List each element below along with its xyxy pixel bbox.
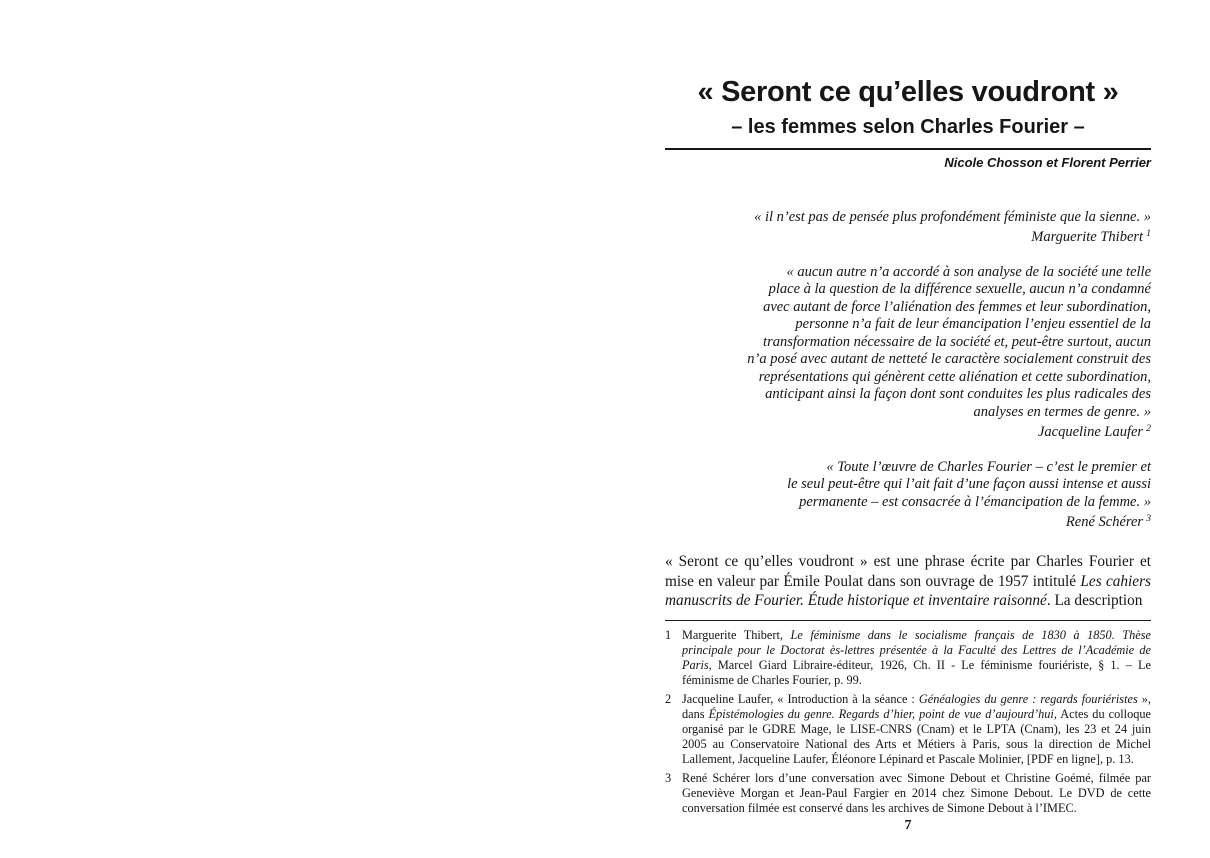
footnote-segment-italic: Le féminisme dans le socialisme français de 1830 à 1850. Thèse principale pour le Doctorat ès-lettres présentée à la Faculté des Lettres de l’Académie de Paris [682,627,1151,673]
epigraph-line: « aucun autre n’a accordé à son analyse de la société une telle [786,263,1151,280]
footnote-segment: , Marcel Giard Libraire-éditeur, 1926, Ch. II - Le féminisme fouriériste, § 1. – Le féminisme de Charles Fourier, p. 99. [682,658,1151,688]
footnote-segment: René Schérer lors d’une conversation avec Simone Debout et Christine Goémé, filmée par Geneviève Morgan et Jean-Paul Fargier en 2014 chez Simone Debout. Le DVD de cette conversation filmée est conservé dans les archives de Simone Debout à l’IMEC. [682,770,1151,815]
epigraph-attribution [665,229,1151,247]
text-column [665,0,1151,816]
epigraph-line: transformation nécessaire de la société et, peut-être surtout, aucun [763,333,1151,350]
footnote-ref-1: 1 [1146,227,1151,239]
attribution-name: René Schérer [1065,514,1144,531]
epigraph-attribution [665,514,1151,532]
authors-line: Nicole Chosson et Florent Perrier [944,155,1151,171]
footnote-text [682,692,1151,768]
epigraph-line: « Toute l’œuvre de Charles Fourier – c’est le premier et [826,458,1151,475]
footnote-segment: Marguerite Thibert, [682,627,791,642]
epigraph-line: « il n’est pas de pensée plus profondément féministe que la sienne. » [754,208,1151,225]
footnote-separator [665,620,1151,621]
footnote-text [682,628,1151,689]
epigraph-line: représentations qui génèrent cette aliénation et cette subordination, [758,368,1151,385]
body-text: « Seront ce qu’elles voudront » est une phrase écrite par Charles Fourier et mise en valeur par Émile Poulat dans son ouvrage de 1957 intitulé [665,552,1151,590]
epigraph-line: personne n’a fait de leur émancipation l’enjeu essentiel de la [795,316,1151,333]
body-paragraph [665,552,1151,611]
epigraph-laufer [665,264,1151,442]
footnote-segment: , Actes du colloque organisé par le GDRE Mage, le LISE-CNRS (Cnam) et le LPTA (Cnam), les 23 et 24 juin 2005 au Conservatoire National des Arts et Métiers à Paris, sous la direction de Michel Lallement, Jacqueline Laufer, Éléonore Lépinard et Pascale Molinier, [PDF en ligne], p. 13. [682,706,1151,767]
attribution-name: Marguerite Thibert [1031,229,1144,246]
epigraph-line: le seul peut-être qui l’ait fait d’une façon aussi intense et aussi [787,476,1151,493]
footnote-ref-2: 2 [1146,422,1151,434]
page-subtitle: – les femmes selon Charles Fourier – [731,116,1085,139]
footnote-number: 2 [665,691,672,706]
footnote-text [682,771,1151,817]
footnote-segment-italic: Généalogies du genre : regards fouriéristes [918,691,1138,706]
footnote-2 [665,692,1151,768]
epigraph-line: place à la question de la différence sexuelle, aucun n’a condamné [768,281,1151,298]
epigraph-scherer [665,459,1151,532]
footnote-segment: Jacqueline Laufer, « Introduction à la séance : [682,691,919,706]
body-text-italic: Les cahiers manuscrits de Fourier. Étude historique et inventaire raisonné [665,572,1151,610]
epigraph-line: permanente – est consacrée à l’émancipation de la femme. » [799,493,1151,510]
epigraph-thibert [665,209,1151,247]
footnote-ref-3: 3 [1146,512,1151,524]
epigraph-line: n’a posé avec autant de netteté le caractère socialement construit des [747,351,1151,368]
footnote-number: 1 [665,627,672,642]
footnote-3 [665,771,1151,817]
footnote-1 [665,628,1151,689]
epigraph-line: anticipant ainsi la façon dont sont conduites les plus radicales des [765,386,1151,403]
body-text: . La description [1046,592,1143,610]
epigraph-line: avec autant de force l’aliénation des femmes et leur subordination, [763,298,1151,315]
epigraph-line: analyses en termes de genre. » [973,403,1151,420]
footnote-number: 3 [665,770,672,785]
footnote-segment: », dans [682,691,1152,721]
epigraph-attribution [665,424,1151,442]
page-number: 7 [904,818,912,833]
footnotes-section [665,620,1151,816]
title-rule [665,148,1151,150]
footnote-segment-italic: Épistémologies du genre. Regards d’hier, point de vue d’aujourd’hui [708,706,1054,721]
page-title: « Seront ce qu’elles voudront » [697,76,1119,108]
attribution-name: Jacqueline Laufer [1037,424,1144,441]
